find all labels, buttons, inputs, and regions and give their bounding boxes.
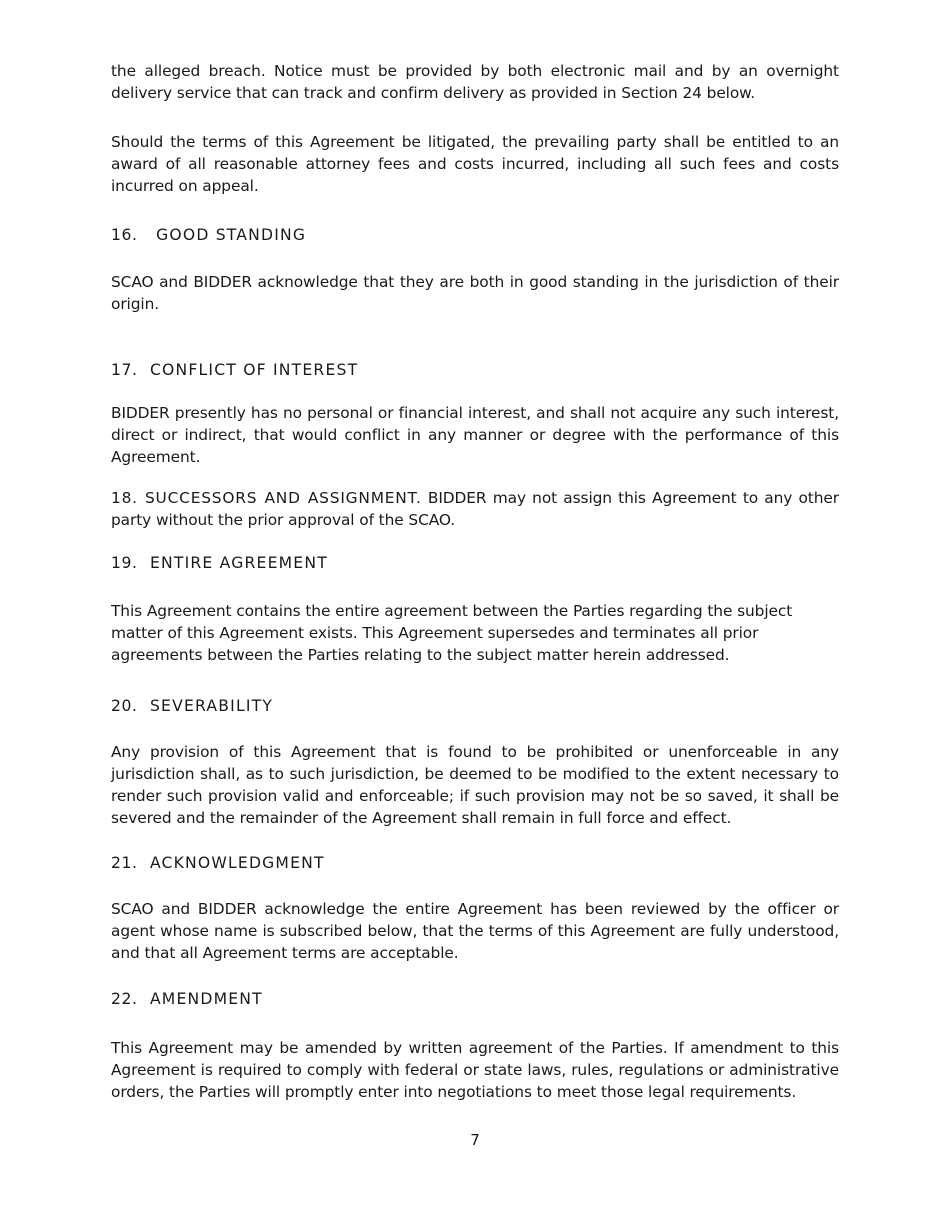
- page-number: 7: [470, 1131, 480, 1149]
- heading-amendment: [111, 988, 263, 1010]
- paragraph-amendment: This Agreement may be amended by written agreement of the Parties. If amendment to this Agreement is required to comply with federal or state laws, rules, regulations or administrative orders, the Parties will promptly enter into negotiations to meet those legal requirements.: [111, 1039, 839, 1101]
- paragraph-litigation: Should the terms of this Agreement be litigated, the prevailing party shall be entitled to an award of all reasonable attorney fees and costs incurred, including all such fees and costs incurred on appeal.: [111, 133, 839, 195]
- heading-number: 19.: [111, 554, 138, 572]
- paragraph-entire-agreement: This Agreement contains the entire agreement between the Parties regarding the subject matter of this Agreement exists. This Agreement supersedes and terminates all prior agreements between the Parties relating to the subject matter herein addressed.: [111, 602, 793, 664]
- heading-title: ACKNOWLEDGMENT: [149, 854, 325, 872]
- heading-entire-agreement: [111, 552, 328, 574]
- heading-number: 22.: [111, 990, 138, 1008]
- heading-number: 20.: [111, 697, 138, 715]
- heading-acknowledgment: [111, 852, 325, 874]
- paragraph-acknowledgment: SCAO and BIDDER acknowledge the entire Agreement has been reviewed by the officer or agent whose name is subscribed below, that the terms of this Agreement are fully understood, and that all Agreement terms are acceptable.: [111, 900, 839, 962]
- heading-title: SEVERABILITY: [149, 697, 274, 715]
- heading-title: AMENDMENT: [149, 990, 263, 1008]
- inline-heading-successors: 18. SUCCESSORS AND ASSIGNMENT.: [111, 489, 422, 507]
- heading-number: 17.: [111, 361, 138, 379]
- paragraph-good-standing: SCAO and BIDDER acknowledge that they are both in good standing in the jurisdiction of their origin.: [111, 273, 839, 313]
- paragraph-severability: Any provision of this Agreement that is found to be prohibited or unenforceable in any jurisdiction shall, as to such jurisdiction, be deemed to be modified to the extent necessary to render such provision valid and enforceable; if such provision may not be so saved, it shall be severed and the remainder of the Agreement shall remain in full force and effect.: [111, 743, 839, 827]
- heading-title: CONFLICT OF INTEREST: [149, 361, 359, 379]
- successors-body: BIDDER may not assign this Agreement to any other party without the prior approval of the SCAO.: [111, 489, 839, 529]
- paragraph-conflict-of-interest: BIDDER presently has no personal or financial interest, and shall not acquire any such interest, direct or indirect, that would conflict in any manner or degree with the performance of this Agreement.: [111, 404, 839, 466]
- heading-conflict-of-interest: [111, 359, 358, 381]
- heading-number: 21.: [111, 854, 138, 872]
- heading-title: GOOD STANDING: [156, 226, 307, 244]
- heading-good-standing: [111, 224, 306, 246]
- paragraph-successors-assignment: [111, 487, 839, 531]
- heading-severability: [111, 695, 273, 717]
- paragraph-breach-notice: the alleged breach. Notice must be provided by both electronic mail and by an overnight delivery service that can track and confirm delivery as provided in Section 24 below.: [111, 62, 839, 102]
- heading-number: 16.: [111, 226, 138, 244]
- heading-title: ENTIRE AGREEMENT: [149, 554, 328, 572]
